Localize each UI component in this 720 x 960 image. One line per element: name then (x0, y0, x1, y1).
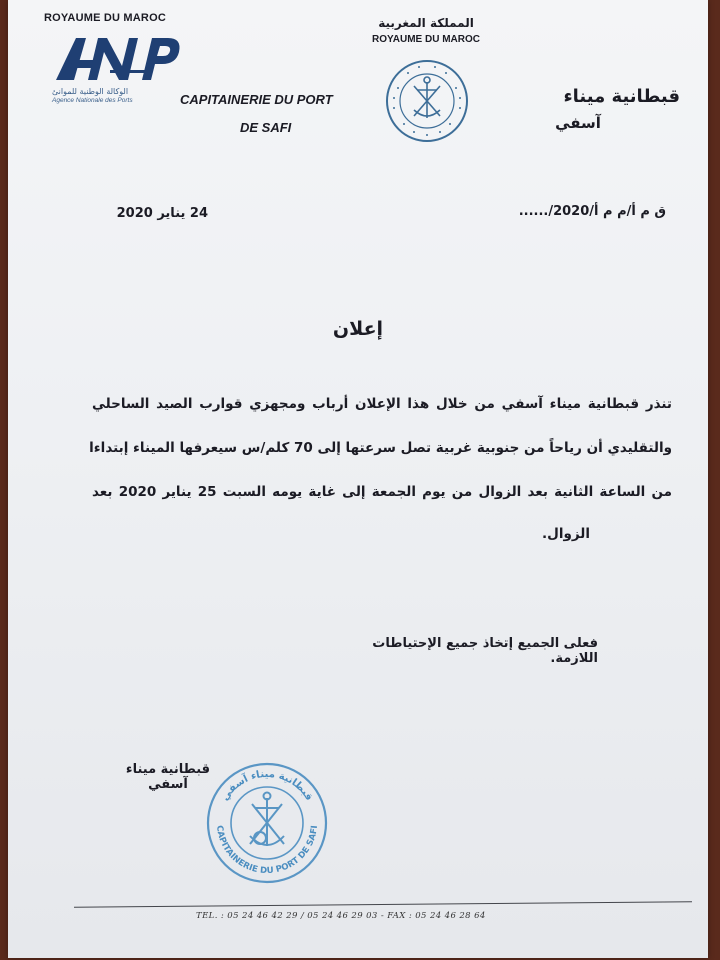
notice-line: من الساعة الثانية بعد الزوال من يوم الجمعة إلى غاية يومه السبت 25 يناير 2020 بعد (92, 484, 672, 500)
capitainerie-line1: CAPITAINERIE DU PORT (180, 92, 333, 107)
notice-line: الزوال. (542, 526, 590, 542)
signature-label: قبطانية ميناء آسفي (125, 762, 211, 792)
captaincy-city-ar: آسفي (555, 114, 601, 132)
document-page (8, 0, 708, 958)
kingdom-label-fr-center: ROYAUME DU MAROC (372, 34, 480, 45)
stamp-text-fr: CAPITAINERIE DU PORT DE SAFI (213, 824, 320, 877)
anp-name-ar: الوكالة الوطنية للموانئ (52, 87, 129, 96)
stamp-text-ar: قبطانية ميناء آسفي (219, 768, 315, 803)
notice-closing: فعلى الجميع إتخاذ جميع الإحتياطات اللازمة. (372, 636, 598, 666)
notice-title: إعلان (332, 318, 384, 340)
capitainerie-line2: DE SAFI (240, 120, 292, 135)
kingdom-label-ar: المملكة المغربية (378, 16, 474, 30)
footer-divider (74, 901, 692, 907)
notice-line: والتقليدي أن رياحاً من جنوبية غربية تصل سرعتها إلى 70 كلم/س سيعرفها الميناء إبتداءا (89, 440, 672, 456)
anp-name-fr: Agence Nationale des Ports (52, 97, 133, 104)
reference-number: ....../ق م أ/م م أ/2020 (518, 204, 666, 219)
document-date: 24 يناير 2020 (116, 206, 208, 221)
notice-line: تنذر قبطانية ميناء آسفي من خلال هذا الإعلان أرباب ومجهزي قوارب الصيد الساحلي (92, 396, 672, 412)
official-stamp-icon (204, 760, 330, 886)
kingdom-label-fr: ROYAUME DU MAROC (44, 12, 166, 24)
anp-logo-icon (52, 30, 184, 86)
footer-contact: TEL. : 05 24 46 42 29 / 05 24 46 29 03 - FAX : 05 24 46 28 64 (196, 911, 486, 921)
captaincy-seal-icon (384, 58, 470, 144)
captaincy-name-ar: قبطانية ميناء (563, 86, 680, 107)
